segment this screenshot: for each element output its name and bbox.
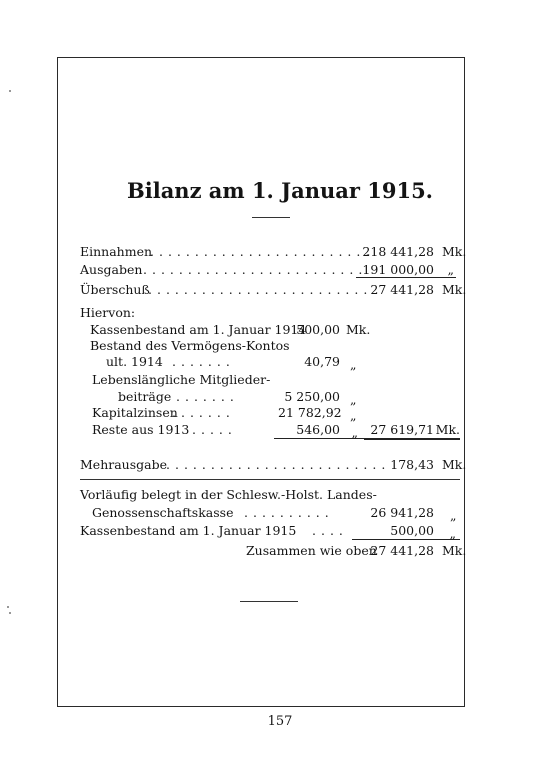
page-number: 157	[267, 714, 293, 729]
scan-speck	[9, 90, 11, 92]
ausgaben-label: Ausgaben	[80, 262, 143, 277]
kassenbestand-1915-value-cell	[352, 523, 460, 540]
ditto-mark: „	[350, 392, 357, 407]
leader-dots: .........................	[148, 282, 373, 297]
vermoegen-value: 40,79	[304, 354, 340, 369]
ditto-mark: „	[449, 526, 456, 541]
leader-dots: .........................	[150, 244, 375, 259]
title-divider	[252, 217, 290, 218]
mitglieder-label-line1: Lebenslängliche Mitglieder-	[92, 372, 271, 387]
ditto-mark: „	[450, 508, 457, 523]
leader-dots: ....	[312, 523, 348, 538]
ueberschuss-label: Überschuß	[80, 282, 150, 297]
ditto-mark: „	[350, 408, 357, 423]
section-divider	[80, 479, 460, 480]
scan-speck	[9, 612, 11, 614]
kassenbestand-1915-label: Kassenbestand am 1. Januar 1915	[80, 523, 297, 538]
ditto-mark: „	[350, 357, 357, 372]
leader-dots: .........................	[143, 262, 368, 277]
unit-label: Mk.	[442, 543, 467, 558]
leader-dots: .......	[172, 405, 235, 420]
mitglieder-value: 5 250,00	[284, 389, 340, 404]
reste-total: 27 619,71	[370, 422, 434, 437]
ditto-mark: „	[447, 262, 454, 277]
genossenschaftskasse-value: 26 941,28	[370, 505, 434, 520]
scan-speck	[7, 606, 9, 608]
kassenbestand-1915-value: 500,00	[390, 523, 434, 538]
ueberschuss-value: 27 441,28	[370, 282, 434, 297]
closing-divider	[240, 601, 298, 602]
einnahmen-value: 218 441,28	[362, 244, 434, 259]
mehrausgabe-value: 178,43	[390, 457, 434, 472]
unit-label: Mk.	[435, 422, 460, 437]
kapitalzinsen-value: 21 782,92	[278, 405, 342, 420]
vorlaeufig-label-line2: Genossenschaftskasse	[92, 505, 234, 520]
zusammen-value: 27 441,28	[370, 543, 434, 558]
kassenbestand-1914-label: Kassenbestand am 1. Januar 1914	[90, 322, 307, 337]
einnahmen-label: Einnahmen	[80, 244, 153, 259]
reste-value: 546,00	[296, 422, 340, 437]
ausgaben-value-cell	[356, 262, 456, 278]
mitglieder-label-line2: beiträge	[118, 389, 172, 404]
leader-dots: .......	[176, 389, 239, 404]
unit-label: Mk.	[442, 457, 467, 472]
vorlaeufig-label-line1: Vorläufig belegt in der Schlesw.-Holst. Landes-	[80, 487, 377, 502]
unit-label: Mk.	[442, 282, 467, 297]
reste-value-cell	[274, 422, 364, 439]
kapitalzinsen-label: Kapitalzinsen	[92, 405, 178, 420]
ditto-mark: „	[351, 425, 358, 440]
page-title: Bilanz am 1. Januar 1915.	[126, 178, 433, 203]
kassenbestand-1914-value: 500,00	[296, 322, 340, 337]
ausgaben-value: 191 000,00	[362, 262, 434, 277]
unit-label: Mk.	[346, 322, 371, 337]
leader-dots: .........................	[166, 457, 391, 472]
vermoegen-label-line1: Bestand des Vermögens-Kontos	[90, 338, 290, 353]
zusammen-label: Zusammen wie oben	[246, 543, 377, 558]
leader-dots: .....	[192, 422, 237, 437]
unit-label: Mk.	[442, 244, 467, 259]
reste-total-cell	[364, 422, 460, 440]
leader-dots: .......	[172, 354, 235, 369]
hiervon-label: Hiervon:	[80, 305, 136, 320]
mehrausgabe-label: Mehrausgabe	[80, 457, 167, 472]
leader-dots: ..........	[244, 505, 334, 520]
vermoegen-label-line2: ult. 1914	[106, 354, 163, 369]
reste-label: Reste aus 1913	[92, 422, 190, 437]
